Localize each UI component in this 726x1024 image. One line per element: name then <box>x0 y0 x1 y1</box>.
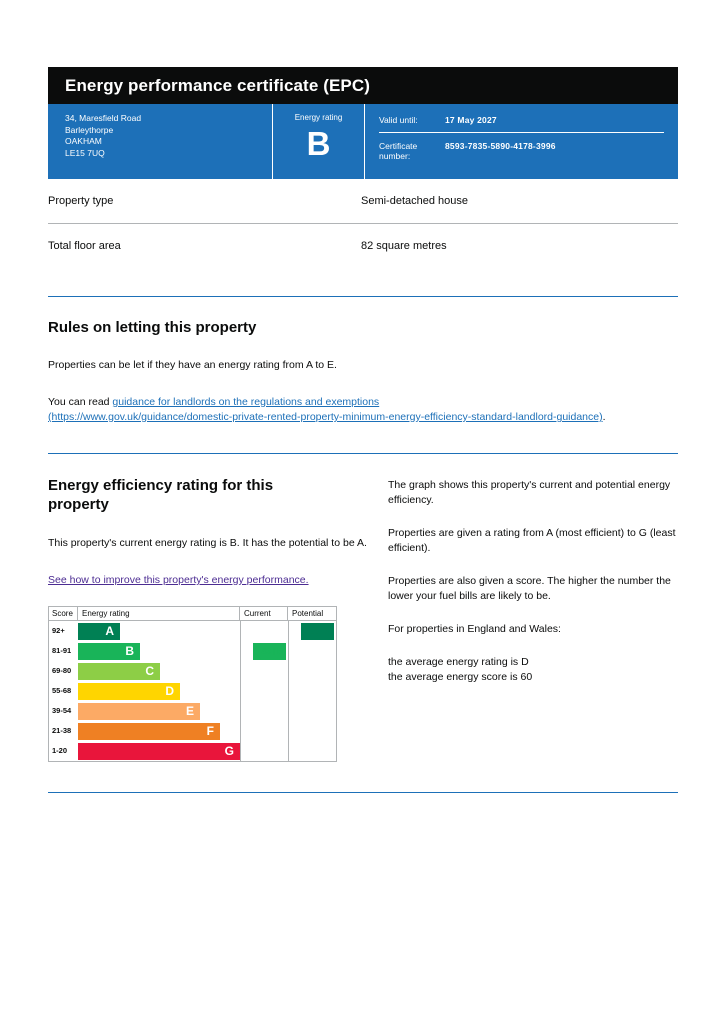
address-line-3: OAKHAM <box>65 136 102 146</box>
band-score-c: 69-80 <box>52 666 72 675</box>
efficiency-paragraph: This property's current energy rating is B. It has the potential to be A. <box>48 537 367 549</box>
epc-document <box>48 0 678 793</box>
floor-area-value: 82 square metres <box>361 240 447 252</box>
energy-rating-label: Energy rating <box>294 113 343 122</box>
section-divider-1 <box>48 296 678 297</box>
certificate-number-row <box>379 141 664 168</box>
band-score-e: 39-54 <box>52 706 72 715</box>
band-score-g: 1-20 <box>52 746 68 755</box>
improve-link-paragraph <box>48 573 388 588</box>
graph-description-1: The graph shows this property's current and potential energy efficiency. <box>388 479 671 506</box>
document-title-bar <box>48 67 678 104</box>
guidance-suffix: . <box>602 411 606 423</box>
section-divider-3 <box>48 792 678 793</box>
property-address <box>48 104 273 179</box>
band-score-f: 21-38 <box>52 726 72 735</box>
band-row-b <box>49 641 240 661</box>
property-type-label: Property type <box>48 195 114 207</box>
band-score-b: 81-91 <box>52 646 72 655</box>
valid-until-row <box>379 115 664 133</box>
band-bar-d: D <box>78 683 180 700</box>
floor-area-label: Total floor area <box>48 240 121 252</box>
energy-rating-value: B <box>306 125 331 162</box>
potential-rating-marker: 95 | A <box>301 623 334 640</box>
efficiency-left-column <box>48 476 388 762</box>
page-title: Energy performance certificate (EPC) <box>65 75 370 95</box>
band-bar-c: C <box>78 663 160 680</box>
band-row-c <box>49 661 240 681</box>
average-rating-line: the average energy rating is D <box>388 656 529 668</box>
certificate-number-value: 8593-7835-5890-4178-3996 <box>445 141 556 151</box>
current-rating-marker: 83 | B <box>253 643 286 660</box>
section-divider-2 <box>48 453 678 454</box>
address-line-2: Barleythorpe <box>65 124 114 135</box>
landlord-guidance-link[interactable]: guidance for landlords on the regulations and exemptions <box>112 396 380 408</box>
efficiency-right-column <box>388 476 678 762</box>
band-bar-b: B <box>78 643 140 660</box>
certificate-summary-band <box>48 104 678 179</box>
address-line-1: 34, Maresfield Road <box>65 113 142 123</box>
energy-efficiency-section <box>48 476 678 762</box>
band-bar-e: E <box>78 703 200 720</box>
band-score-a: 92+ <box>52 626 65 635</box>
graph-col-energy-rating: Energy rating <box>78 607 240 620</box>
band-bar-g: G <box>78 743 240 760</box>
landlord-guidance-url[interactable]: (https://www.gov.uk/guidance/domestic-private-rented-property-minimum-energy-efficiency-standard-landlord-guidance) <box>48 411 603 423</box>
valid-until-value: 17 May 2027 <box>445 115 497 125</box>
graph-description-4: For properties in England and Wales: <box>388 623 561 635</box>
graph-description-2: Properties are given a rating from A (most efficient) to G (least efficient). <box>388 527 676 554</box>
graph-header-row <box>49 607 336 621</box>
letting-heading: Rules on letting this property <box>48 319 257 336</box>
efficiency-heading: Energy efficiency rating for this property <box>48 477 274 513</box>
band-row-f <box>49 721 240 741</box>
property-type-value: Semi-detached house <box>361 195 469 207</box>
band-bar-f: F <box>78 723 220 740</box>
band-row-d <box>49 681 240 701</box>
band-row-g <box>49 741 240 761</box>
graph-bands <box>49 621 240 761</box>
guidance-prefix: You can read <box>48 396 113 408</box>
graph-description-3: Properties are also given a score. The higher the number the lower your fuel bills are likely to be. <box>388 575 671 602</box>
graph-col-current: Current <box>240 607 288 620</box>
graph-col-score: Score <box>49 607 78 620</box>
energy-efficiency-graph <box>48 606 337 762</box>
band-bar-a: A <box>78 623 120 640</box>
property-type-row <box>48 179 678 224</box>
improve-performance-link[interactable]: See how to improve this property's energy performance. <box>48 574 309 586</box>
band-row-a <box>49 621 240 641</box>
band-score-d: 55-68 <box>52 686 72 695</box>
address-line-4: LE15 7UQ <box>65 147 105 158</box>
certificate-number-label: Certificate number: <box>379 141 418 161</box>
valid-until-label: Valid until: <box>379 115 418 125</box>
graph-potential-column <box>288 621 336 761</box>
energy-rating-block <box>273 104 365 179</box>
letting-paragraph: Properties can be let if they have an energy rating from A to E. <box>48 359 337 371</box>
graph-body <box>49 621 336 761</box>
band-row-e <box>49 701 240 721</box>
graph-current-column <box>240 621 288 761</box>
graph-col-potential: Potential <box>292 609 324 618</box>
floor-area-row <box>48 224 678 268</box>
average-score-line: the average energy score is 60 <box>388 671 533 683</box>
letting-guidance-paragraph <box>48 395 678 425</box>
certificate-meta <box>365 104 678 179</box>
